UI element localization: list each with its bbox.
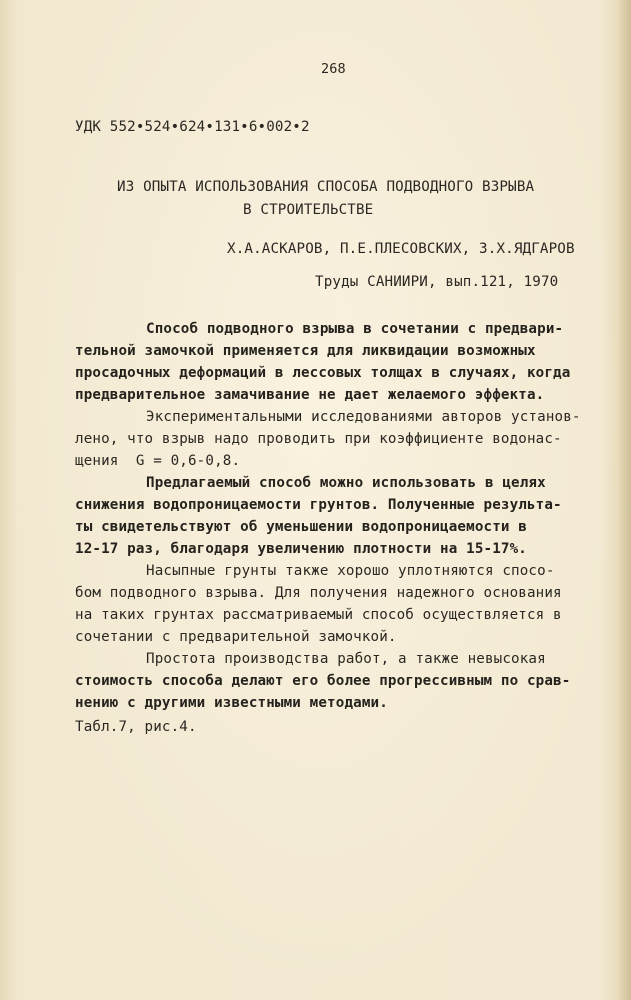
abstract-line: бом подводного взрыва. Для получения надежного основания bbox=[75, 585, 562, 601]
abstract-line: просадочных деформаций в лессовых толщах в случаях, когда bbox=[75, 365, 571, 381]
abstract-line: сочетании с предварительной замочкой. bbox=[75, 629, 397, 645]
abstract-line: 12-17 раз, благодаря увеличению плотности на 15-17%. bbox=[75, 541, 527, 557]
abstract-line: предварительное замачивание не дает желаемого эффекта. bbox=[75, 387, 545, 403]
abstract-line: Экспериментальными исследованиями авторов установ- bbox=[146, 409, 581, 425]
udk-code: УДК 552•524•624•131•6•002•2 bbox=[75, 119, 310, 135]
abstract-line: стоимость способа делают его более прогрессивным по срав- bbox=[75, 673, 571, 689]
abstract-line: нению с другими известными методами. bbox=[75, 695, 388, 711]
abstract-line: Способ подводного взрыва в сочетании с предвари- bbox=[146, 321, 564, 337]
abstract-line: снижения водопроницаемости грунтов. Полученные результа- bbox=[75, 497, 562, 513]
page-edge-shadow bbox=[617, 0, 631, 1000]
page-number: 268 bbox=[321, 61, 346, 77]
abstract-line: тельной замочкой применяется для ликвидации возможных bbox=[75, 343, 536, 359]
abstract-line: щения G = 0,6-0,8. bbox=[75, 453, 241, 469]
article-title-line-2: В СТРОИТЕЛЬСТВЕ bbox=[243, 202, 374, 218]
article-title-line-1: ИЗ ОПЫТА ИСПОЛЬЗОВАНИЯ СПОСОБА ПОДВОДНОГО ВЗРЫВА bbox=[117, 179, 535, 195]
abstract-line: ты свидетельствуют об уменьшении водопроницаемости в bbox=[75, 519, 527, 535]
authors: Х.А.АСКАРОВ, П.Е.ПЛЕСОВСКИХ, З.Х.ЯДГАРОВ bbox=[227, 241, 575, 257]
abstract-line: Простота производства работ, а также невысокая bbox=[146, 651, 546, 667]
abstract-line: Насыпные грунты также хорошо уплотняются спосо- bbox=[146, 563, 555, 579]
abstract-line: Предлагаемый способ можно использовать в целях bbox=[146, 475, 546, 491]
abstract-line: на таких грунтах рассматриваемый способ осуществляется в bbox=[75, 607, 562, 623]
abstract-line: лено, что взрыв надо проводить при коэффициенте водонас- bbox=[75, 431, 562, 447]
tables-figures-note: Табл.7, рис.4. bbox=[75, 719, 197, 735]
publication-source: Труды САНИИРИ, вып.121, 1970 bbox=[315, 274, 559, 290]
